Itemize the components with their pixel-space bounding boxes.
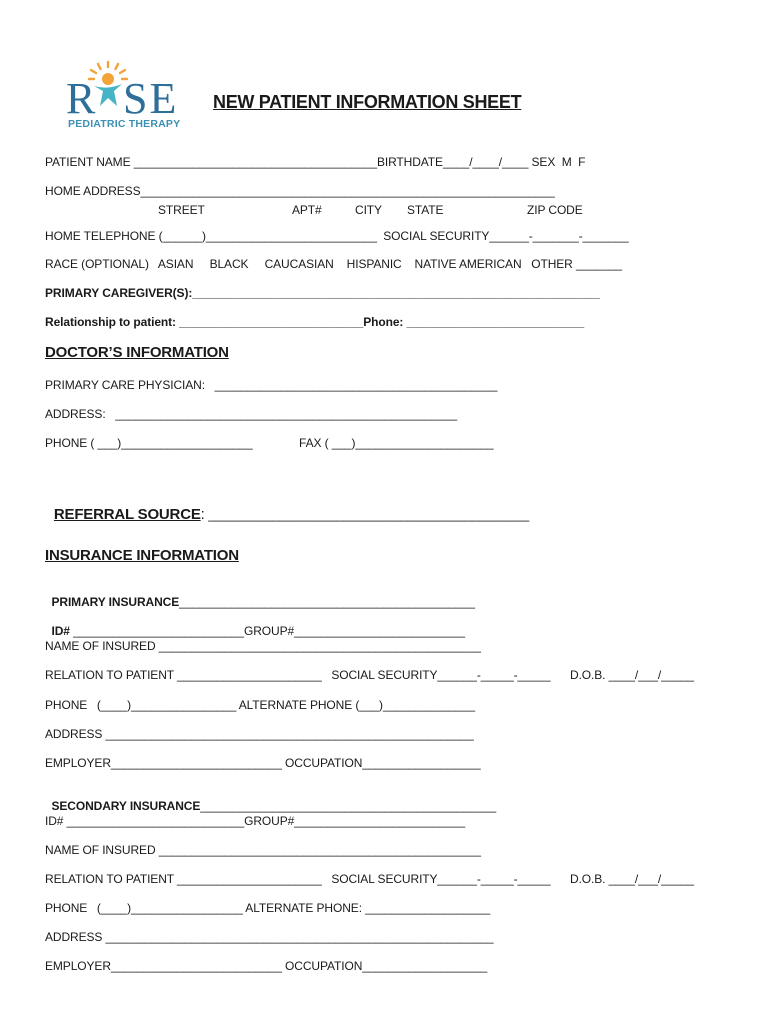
address-city-label: CITY [355,203,382,217]
primary-relation-field[interactable]: RELATION TO PATIENT ______________________ SOCIAL SECURITY______-_____-_____ [45,668,551,682]
secondary-insurance-field[interactable]: _____________________________________________ [200,799,497,813]
primary-insurance-row[interactable] [45,581,475,609]
logo-word-right: SE [123,74,179,123]
page-title: NEW PATIENT INFORMATION SHEET [213,92,522,112]
referral-source-row[interactable] [45,488,529,524]
patient-name-field[interactable]: PATIENT NAME _____________________________________BIRTHDATE____/____/____ SEX M F [45,155,586,169]
secondary-name-of-insured-field[interactable]: NAME OF INSURED _________________________________________________ [45,843,481,857]
home-telephone-field[interactable]: HOME TELEPHONE (______)__________________________ SOCIAL SECURITY______-_______-_______ [45,229,629,243]
doctor-heading: DOCTOR’S INFORMATION [45,344,229,361]
referral-colon: : [200,506,205,523]
physician-field[interactable]: PRIMARY CARE PHYSICIAN: ___________________________________________ [45,378,498,392]
primary-insurance-field[interactable]: _____________________________________________ [179,595,475,609]
doctor-fax-field[interactable]: FAX ( ___)_____________________ [299,436,494,450]
primary-insurance-label: PRIMARY INSURANCE [51,595,180,609]
primary-id-label: ID# [51,624,70,638]
address-state-label: STATE [407,203,444,217]
doctor-address-field[interactable]: ADDRESS: ____________________________________________________ [45,407,458,421]
doctor-phone-field[interactable]: PHONE ( ___)____________________ [45,436,253,450]
home-address-field[interactable]: HOME ADDRESS_______________________________________________________________ [45,184,555,198]
address-zip-label: ZIP CODE [527,203,583,217]
primary-caregiver-field[interactable]: PRIMARY CAREGIVER(S):______________________________________________________________ [45,286,600,300]
referral-heading: REFERRAL SOURCE [53,506,201,523]
referral-field[interactable]: _____________________________________________ [204,507,530,522]
secondary-phone-field[interactable]: PHONE (____)_________________ ALTERNATE PHONE: ___________________ [45,901,491,915]
secondary-id-group-field[interactable]: ID# ___________________________GROUP#__________________________ [45,814,466,828]
race-field[interactable]: RACE (OPTIONAL) ASIAN BLACK CAUCASIAN HISPANIC NATIVE AMERICAN OTHER _______ [45,257,622,271]
address-street-label: STREET [158,203,205,217]
primary-address-field[interactable]: ADDRESS ________________________________________________________ [45,727,474,741]
secondary-dob-field[interactable]: D.O.B. ____/___/_____ [570,872,694,886]
secondary-employer-field[interactable]: EMPLOYER__________________________ OCCUPATION___________________ [45,959,488,973]
secondary-address-field[interactable]: ADDRESS ___________________________________________________________ [45,930,494,944]
logo-tagline: PEDIATRIC THERAPY [68,118,181,130]
primary-dob-field[interactable]: D.O.B. ____/___/_____ [570,668,694,682]
secondary-relation-field[interactable]: RELATION TO PATIENT ______________________ SOCIAL SECURITY______-_____-_____ [45,872,551,886]
address-apt-label: APT# [292,203,322,217]
secondary-insurance-row[interactable] [45,785,496,813]
insurance-heading: INSURANCE INFORMATION [45,547,239,564]
rise-logo [66,60,186,132]
primary-employer-field[interactable]: EMPLOYER__________________________ OCCUPATION__________________ [45,756,481,770]
logo-word-left: R [66,74,98,123]
secondary-insurance-label: SECONDARY INSURANCE [51,799,201,813]
primary-id-group-field[interactable]: __________________________GROUP#__________________________ [69,624,465,638]
primary-phone-field[interactable]: PHONE (____)________________ ALTERNATE PHONE (___)______________ [45,698,475,712]
primary-name-of-insured-field[interactable]: NAME OF INSURED _________________________________________________ [45,639,481,653]
relationship-field[interactable]: Relationship to patient: ____________________________Phone: ___________________________ [45,315,585,329]
primary-id-row[interactable] [45,610,465,638]
